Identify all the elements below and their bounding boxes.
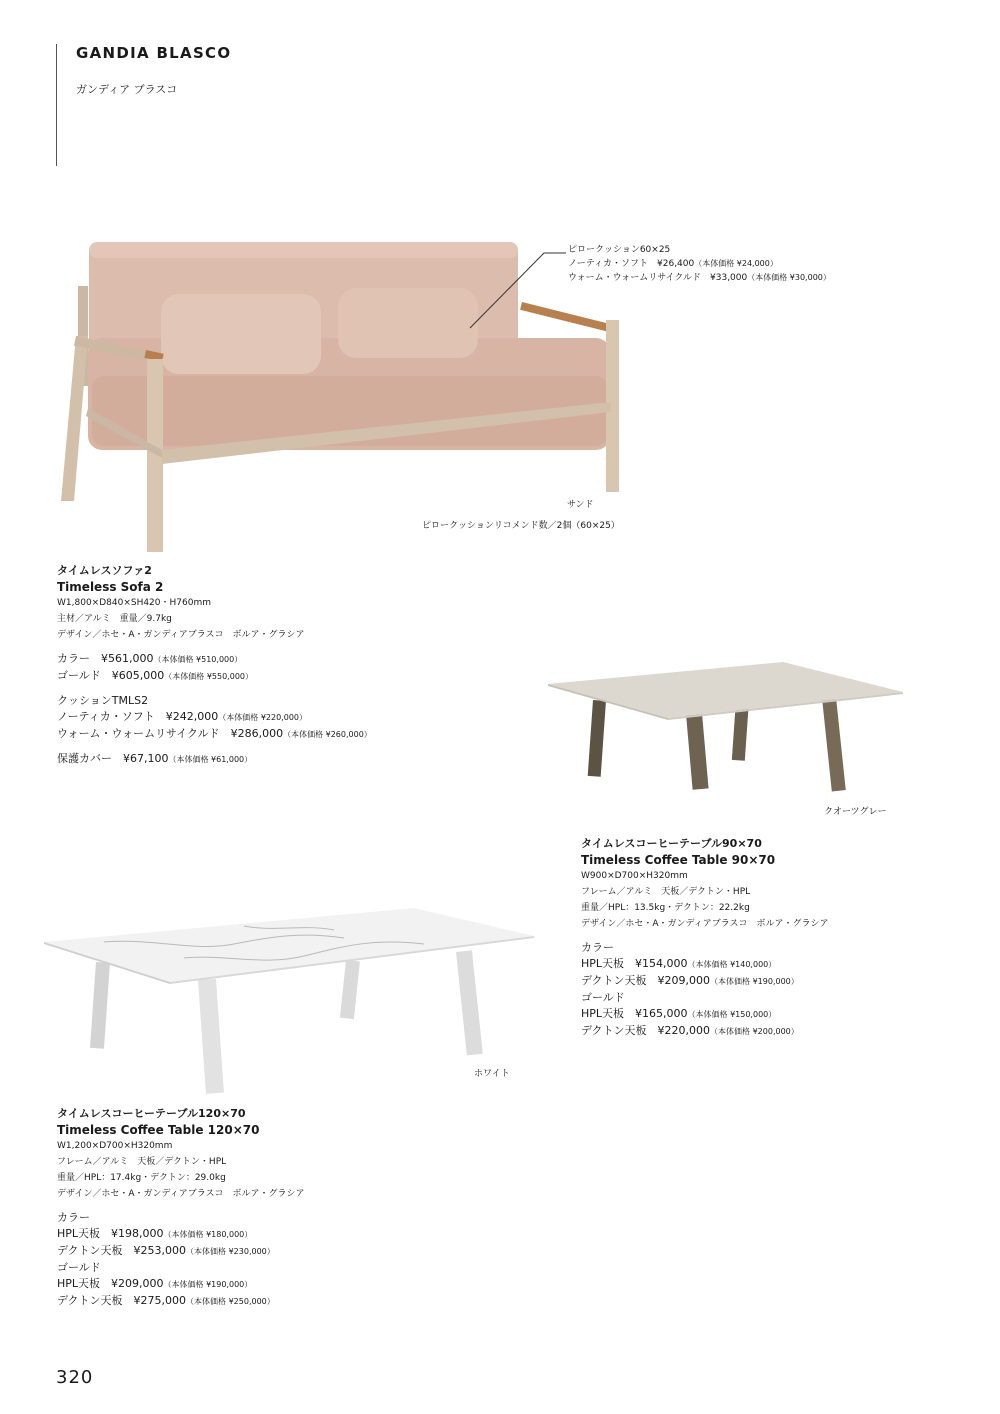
sofa-title-ja: タイムレスソファ2 [57, 564, 152, 577]
table90-weight: 重量／HPL：13.5kg・デクトン：22.2kg [581, 903, 750, 913]
table90-price-3-tax: （本体価格 ¥150,000） [687, 1010, 777, 1019]
cushion-title: クッションTMLS2 [57, 694, 149, 707]
cushion-price-2-tax: （本体価格 ¥260,000） [283, 730, 372, 739]
table90-spec [581, 836, 829, 1040]
table120-title-ja: タイムレスコーヒーテーブル120×70 [57, 1107, 246, 1120]
cushion-price-1-tax: （本体価格 ¥220,000） [218, 713, 307, 722]
cushion-price-1-value: ノーティカ・ソフト ¥242,000 [57, 710, 219, 723]
cushion-price-1 [57, 709, 372, 726]
table90-dimensions: W900×D700×H320mm [581, 871, 688, 881]
table120-gold-head: ゴールド [57, 1261, 101, 1274]
table90-price-4 [581, 1023, 829, 1040]
table90-gold-head: ゴールド [581, 991, 625, 1004]
table120-price-2 [57, 1243, 305, 1260]
table120-price-4-tax: （本体価格 ¥250,000） [186, 1297, 275, 1306]
table120-price-3-tax: （本体価格 ¥190,000） [163, 1280, 253, 1289]
table120-dimensions: W1,200×D700×H320mm [57, 1141, 173, 1151]
sofa-price-color-value: カラー ¥561,000 [57, 652, 154, 665]
pillow-callout-price-2 [568, 271, 831, 285]
sofa-price-gold [57, 668, 372, 685]
table90-material: フレーム／アルミ 天板／デクトン・HPL [581, 887, 751, 897]
table120-price-3 [57, 1276, 305, 1293]
pillow-price-2-tax: （本体価格 ¥30,000） [747, 273, 831, 282]
sofa-material: 主材／アルミ 重量／9.7kg [57, 614, 172, 624]
table120-price-4 [57, 1293, 305, 1310]
table120-spec [57, 1106, 305, 1310]
pillow-callout-price-1 [568, 257, 831, 271]
table120-price-1-tax: （本体価格 ¥180,000） [163, 1230, 253, 1239]
table90-price-1-value: HPL天板 ¥154,000 [581, 957, 688, 970]
sofa-recommend-note: ピロークッションリコメンド数／2個（60×25） [422, 521, 620, 531]
coffee-table-120-image [44, 908, 536, 1096]
cover-price-value: 保護カバー ¥67,100 [57, 752, 169, 765]
table120-weight: 重量／HPL：17.4kg・デクトン：29.0kg [57, 1173, 226, 1183]
pillow-callout [568, 244, 831, 285]
pillow-callout-title: ピロークッション60×25 [568, 245, 671, 255]
cover-price-tax: （本体価格 ¥61,000） [168, 755, 253, 764]
cushion-price-2-value: ウォーム・ウォームリサイクルド ¥286,000 [57, 727, 284, 740]
table90-price-4-tax: （本体価格 ¥200,000） [710, 1027, 799, 1036]
pillow-price-2: ウォーム・ウォームリサイクルド ¥33,000 [568, 273, 748, 283]
table120-price-3-value: HPL天板 ¥209,000 [57, 1277, 164, 1290]
table120-price-2-tax: （本体価格 ¥230,000） [186, 1247, 275, 1256]
sofa-price-color [57, 651, 372, 668]
table90-design: デザイン／ホセ・A・ガンディアブラスコ ボルア・グラシア [581, 919, 829, 929]
header-rule [56, 44, 57, 166]
pillow-price-1: ノーティカ・ソフト ¥26,400 [568, 259, 695, 269]
table90-price-4-value: デクトン天板 ¥220,000 [581, 1024, 711, 1037]
sofa-design: デザイン／ホセ・A・ガンディアブラスコ ボルア・グラシア [57, 630, 305, 640]
table120-price-1-value: HPL天板 ¥198,000 [57, 1227, 164, 1240]
sofa-price-gold-tax: （本体価格 ¥550,000） [164, 672, 253, 681]
table90-price-3-value: HPL天板 ¥165,000 [581, 1007, 688, 1020]
table90-color-head: カラー [581, 941, 614, 954]
table90-price-2-tax: （本体価格 ¥190,000） [710, 977, 799, 986]
sofa-price-color-tax: （本体価格 ¥510,000） [153, 655, 243, 664]
sofa-dimensions: W1,800×D840×SH420・H760mm [57, 598, 211, 608]
table120-price-4-value: デクトン天板 ¥275,000 [57, 1294, 187, 1307]
sofa-callout-line [470, 250, 570, 330]
table120-color-label: ホワイト [474, 1069, 510, 1079]
cushion-price-2 [57, 726, 372, 743]
brand-name: GANDIA BLASCO [76, 44, 232, 62]
pillow-price-1-tax: （本体価格 ¥24,000） [694, 259, 778, 268]
table90-price-1-tax: （本体価格 ¥140,000） [687, 960, 777, 969]
table120-price-2-value: デクトン天板 ¥253,000 [57, 1244, 187, 1257]
table90-title-ja: タイムレスコーヒーテーブル90×70 [581, 837, 762, 850]
sofa-spec [57, 563, 372, 768]
brand-name-kana: ガンディア ブラスコ [76, 83, 178, 96]
sofa-color-label: サンド [567, 500, 594, 510]
table120-design: デザイン／ホセ・A・ガンディアブラスコ ボルア・グラシア [57, 1189, 305, 1199]
table90-price-1 [581, 956, 829, 973]
table90-color-label: クオーツグレー [824, 807, 887, 817]
sofa-price-gold-value: ゴールド ¥605,000 [57, 669, 165, 682]
table90-price-2 [581, 973, 829, 990]
table120-title-en: Timeless Coffee Table 120×70 [57, 1123, 260, 1137]
table120-material: フレーム／アルミ 天板／デクトン・HPL [57, 1157, 227, 1167]
table90-price-3 [581, 1006, 829, 1023]
table120-price-1 [57, 1226, 305, 1243]
cover-price [57, 751, 372, 768]
table120-color-head: カラー [57, 1211, 90, 1224]
table90-price-2-value: デクトン天板 ¥209,000 [581, 974, 711, 987]
coffee-table-90-image [548, 662, 904, 792]
sofa-title-en: Timeless Sofa 2 [57, 580, 164, 594]
table90-title-en: Timeless Coffee Table 90×70 [581, 853, 776, 867]
page-number: 320 [56, 1367, 94, 1388]
